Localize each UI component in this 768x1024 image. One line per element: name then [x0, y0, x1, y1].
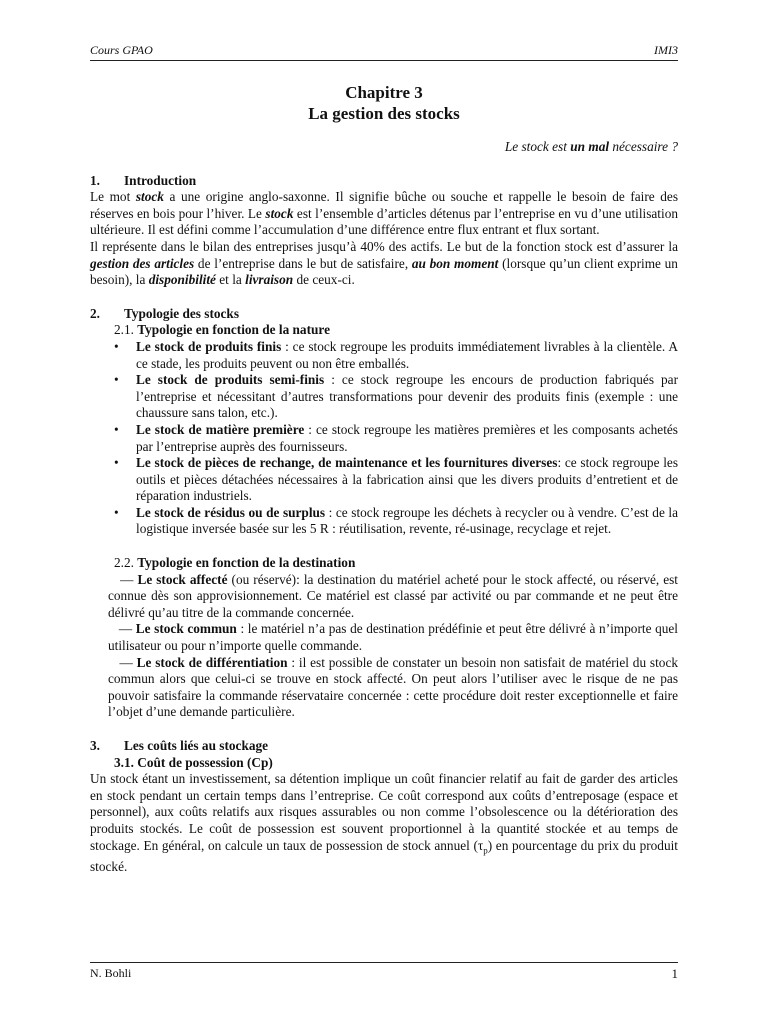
subsection-2-2-title: 2.2. Typologie en fonction de la destination [114, 555, 356, 571]
list-item: — Le stock de différentiation : il est possible de constater un besoin non satisfait de matériel du stock commun alors que celui-ci se trouve en stock affecté. On peut alors l’utiliser avec le risque de ne pas pouvoir satisfaire la commande réservataire concernée : cette procédure doit rester exceptionnelle et faire l’objet d’une demande particulière. [108, 654, 678, 720]
chapter-number: Chapitre 3 [345, 83, 423, 102]
page-content [90, 82, 678, 875]
list-item: • Le stock de matière première : ce stock regroupe les matières premières et les composants achetés par l’entreprise auprès des fournisseurs. [114, 421, 678, 454]
bullet-icon: • [114, 372, 119, 388]
bullet-icon: • [114, 421, 119, 437]
section-3-paragraph-1: Un stock étant un investissement, sa détention implique un coût financier relatif au fait de garder des articles en stock pendant un certain temps dans l’entreprise. Ce coût correspond aux coûts d’entreposage (espace et personnel), aux coûts relatifs aux risques assurables ou non comme l’obsolescence ou la détérioration des produits stockés. Le coût de possession est souvent proportionnel à la quantité stockée et au temps de stockage. En général, on calcule un taux de possession de stock annuel $(\tau_p)$ en pourcentage du prix du produit stocké. [90, 771, 678, 874]
list-item: — Le stock commun : le matériel n’a pas de destination prédéfinie et peut être délivré à n’importe quel utilisateur ou pour n’importe quelle commande. [108, 621, 678, 654]
bullet-icon: • [114, 455, 119, 471]
bullet-icon: • [114, 338, 119, 354]
subsection-2-1-title: 2.1. Typologie en fonction de la nature [114, 322, 330, 338]
header-class-name: IMI3 [654, 43, 678, 57]
footer-author: N. Bohli [90, 966, 132, 980]
list-item: • Le stock de produits semi-finis : ce stock regroupe les encours de production fabriqués par l’entreprise et nécessitant d’autres transformations pour devenir des produits finis (exemple : une chaussure sans talon, etc.). [114, 372, 679, 421]
section-1-paragraph-2: Il représente dans le bilan des entreprises jusqu’à 40% des actifs. Le but de la fonction stock est d’assurer la gestion des articles de l’entreprise dans le but de satisfaire, au bon moment (lorsque qu’un client exprime un besoin), la disponibilité et la livraison de ceux-ci. [90, 238, 678, 288]
page-header [90, 42, 678, 61]
list-item: — Le stock affecté (ou réservé): la destination du matériel acheté pour le stock affecté, ou réservé, est connue dès son approvisionnement. Ce matériel est classé par activité ou par commande et ne peut être délivré qu’au titre de la commande concernée. [108, 571, 679, 620]
list-item: • Le stock de pièces de rechange, de maintenance et les fournitures diverses: ce stock regroupe les outils et pièces détachées nécessaires à la fabrication ainsi que les divers produits d’entretient et de réparation industriels. [114, 455, 678, 504]
page-footer [90, 962, 678, 981]
page-number: 1 [671, 966, 678, 981]
section-3-title: 3. Les coûts liés au stockage [90, 738, 269, 753]
destination-stock-list [108, 572, 678, 721]
bullet-icon: • [114, 504, 119, 520]
list-item: • Le stock de résidus ou de surplus : ce stock regroupe les déchets à recycler ou à vendre. C’est de la logistique inversée basée sur les 5 R : réutilisation, revente, ré-usinage, recyclage et rejet. [114, 504, 679, 537]
chapter-title: La gestion des stocks [308, 104, 460, 123]
nature-stock-list [90, 339, 678, 538]
epigraph: Le stock est un mal nécessaire ? [504, 139, 678, 154]
list-item: • Le stock de produits finis : ce stock regroupe les produits immédiatement livrables à la clientèle. A ce stade, les produits peuvent ou non être emballés. [114, 338, 678, 371]
section-2-title: 2. Typologie des stocks [90, 305, 240, 321]
subsection-3-1-title: 3.1. Coût de possession (Cp) [114, 754, 273, 770]
section-1-title: 1. Introduction [90, 172, 197, 188]
section-1-paragraph-1: Le mot stock a une origine anglo-saxonne. Il signifie bûche ou souche et rappelle le besoin de faire des réserves en bois pour l’hiver. Le stock est l’ensemble d’articles détenus par l’entreprise en vu d’une utilisation ultérieure. Il est défini comme l’accumulation d’une différence entre flux entrant et flux sortant. [90, 189, 679, 238]
header-course-name: Cours GPAO [90, 43, 153, 57]
